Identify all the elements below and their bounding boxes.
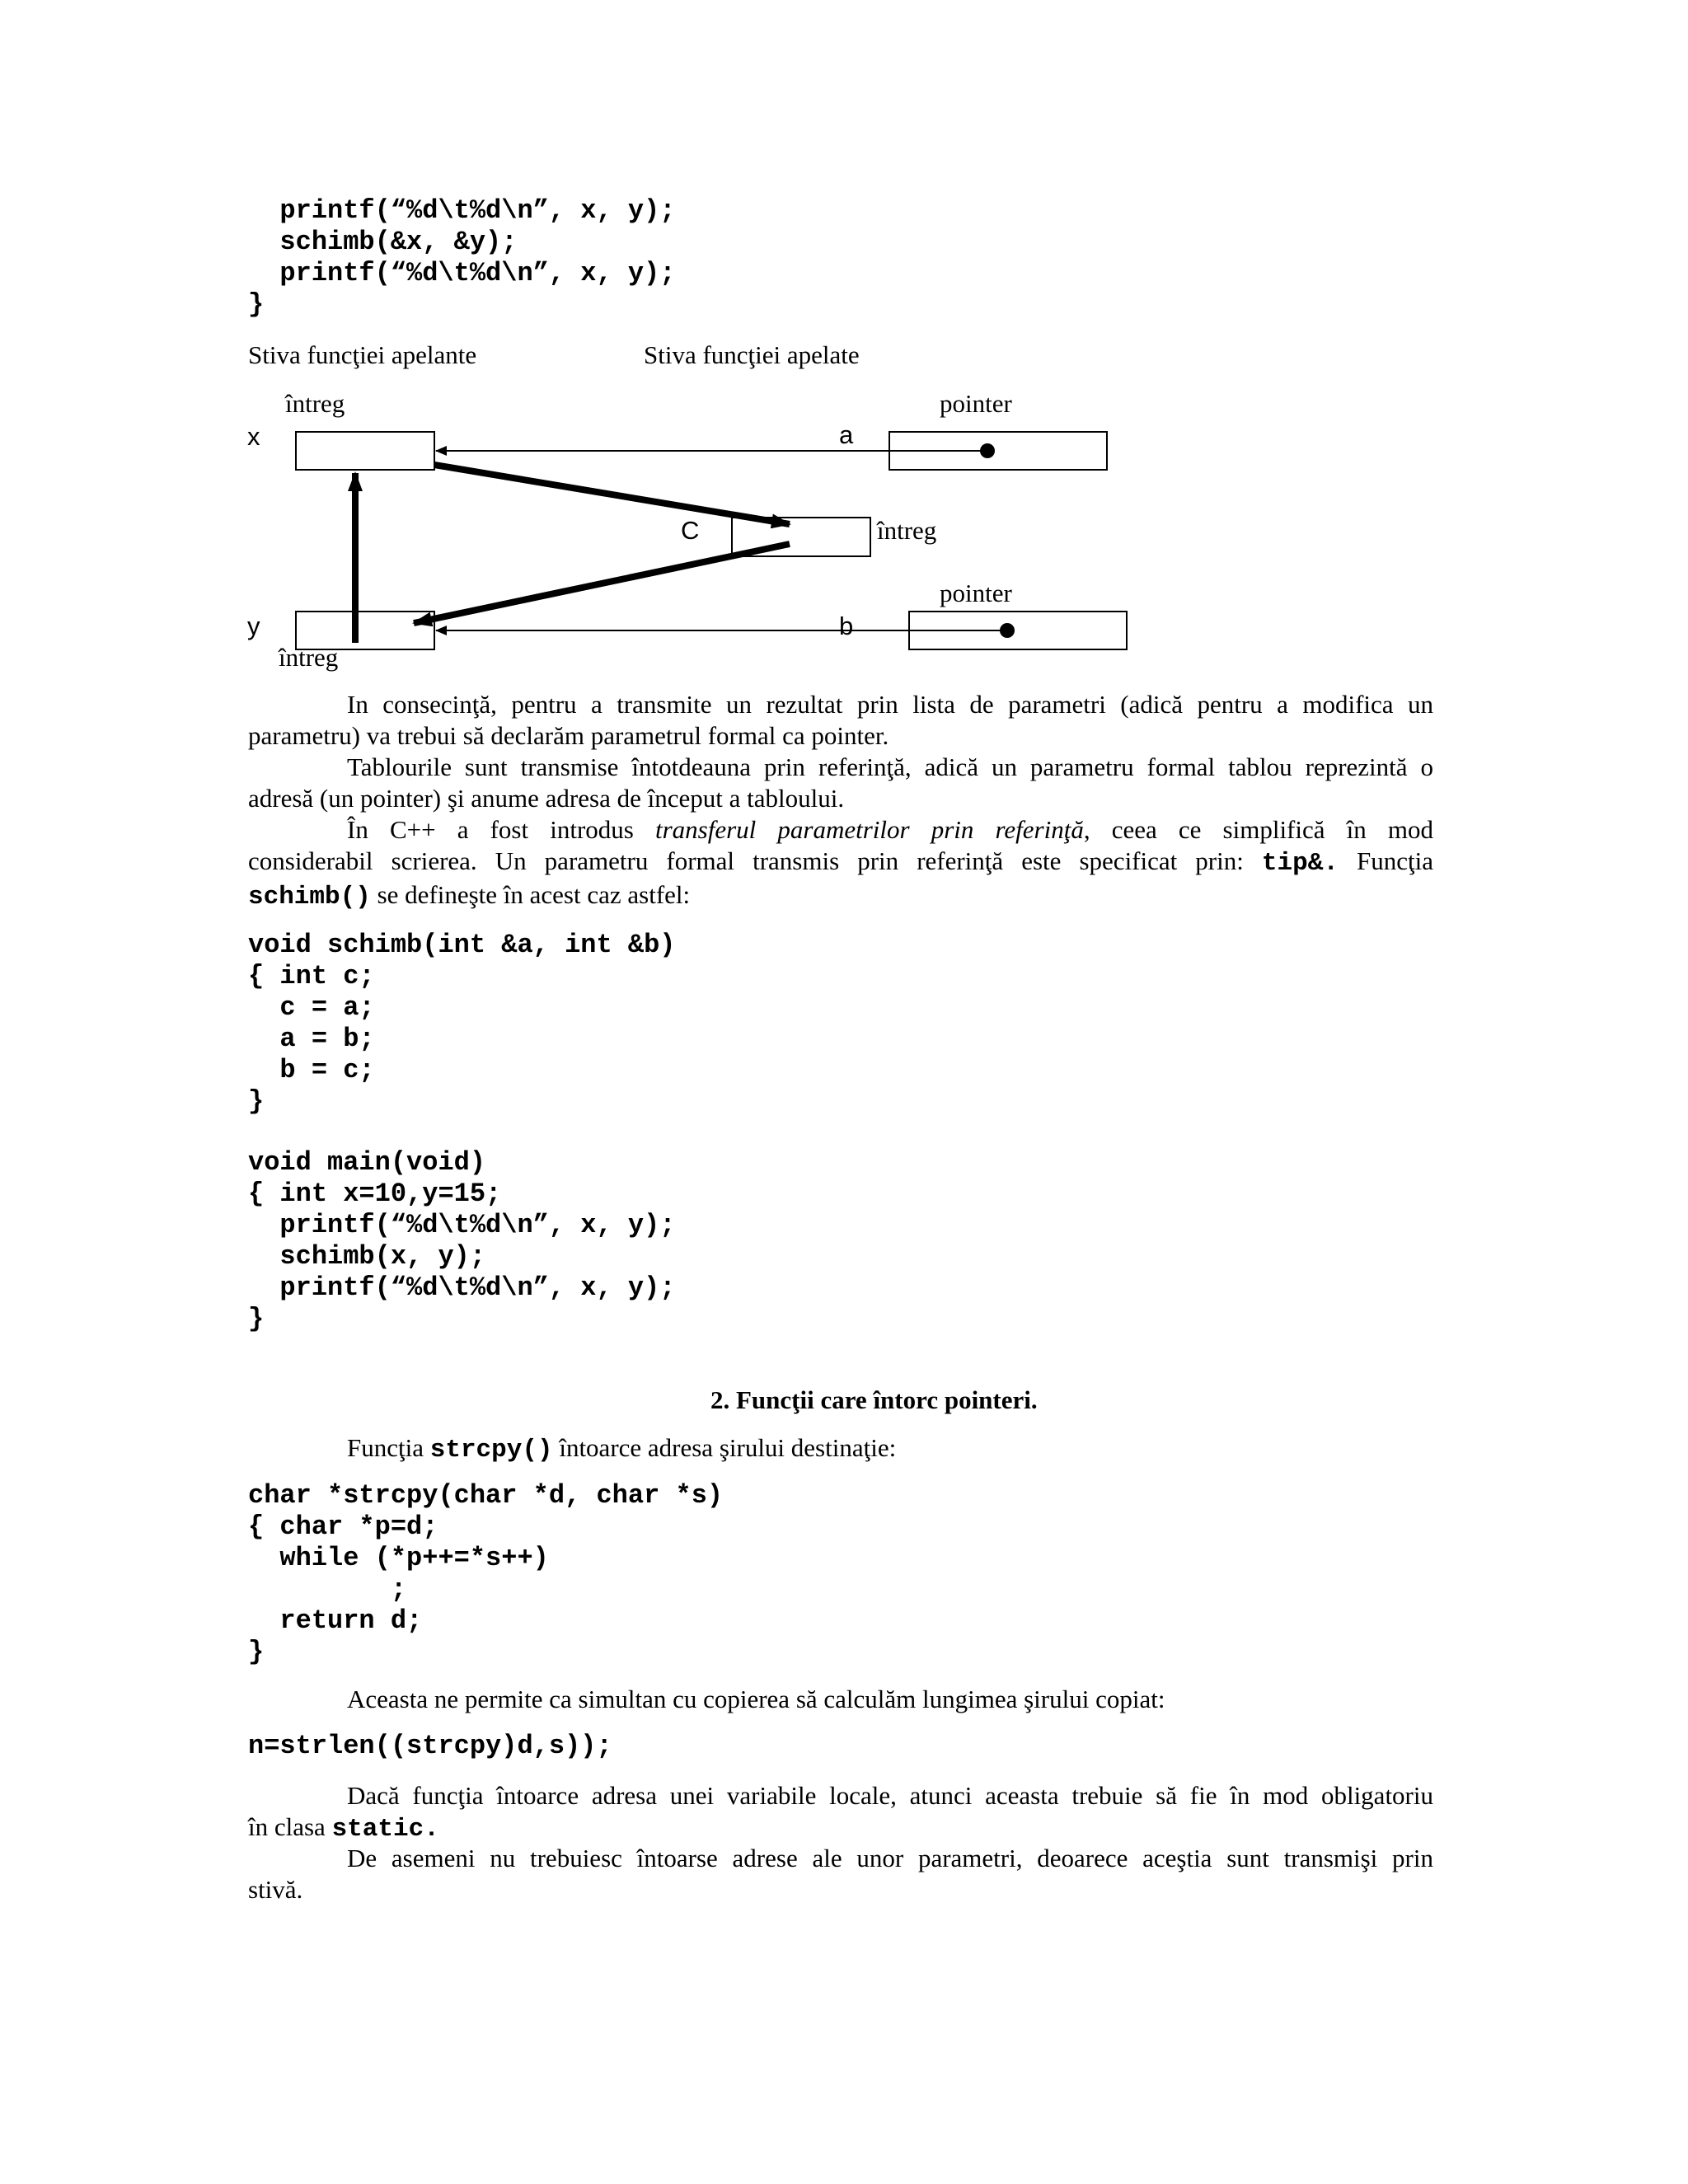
caption-calling-stack: Stiva funcţiei apelante: [248, 340, 477, 369]
label-b: b: [839, 612, 854, 640]
inline-code-strcpy: strcpy(): [429, 1436, 553, 1465]
paragraph-referinta-text-d: Funcţia: [1338, 846, 1433, 875]
paragraph-consecinta: [248, 689, 1433, 752]
label-pointer-b: pointer: [940, 579, 1012, 607]
paragraph-consecinta-line1: In consecinţă, pentru a transmite un rezultat prin lista de parametri (adică pentru a modifica un: [347, 690, 1433, 719]
code-block-main-call: printf(“%d\t%d\n”, x, y); schimb(&x, &y); printf(“%d\t%d\n”, x, y); }: [248, 195, 676, 320]
label-intreg-y: întreg: [279, 643, 339, 672]
label-intreg-x: întreg: [285, 389, 345, 418]
paragraph-strcpy-text-b: întoarce adresa şirului destinaţie:: [552, 1433, 897, 1462]
label-y: y: [247, 612, 260, 640]
paragraph-tablouri: [248, 752, 1433, 814]
paragraph-parametri-line2: stivă.: [248, 1875, 303, 1904]
caption-called-stack: Stiva funcţiei apelate: [644, 340, 860, 369]
paragraph-consecinta-line2: parametru) va trebui să declarăm parametrul formal ca pointer.: [248, 721, 889, 750]
inline-code-static: static.: [331, 1815, 439, 1844]
arrow-x-to-c: [434, 465, 790, 524]
label-intreg-c: întreg: [877, 516, 937, 545]
inline-code-schimb: schimb(): [248, 883, 371, 912]
emphasis-transfer-referinta: transferul parametrilor prin referinţă: [654, 815, 1084, 844]
box-x: [296, 432, 434, 470]
paragraph-referinta-text-a: În C++ a fost introdus: [347, 815, 655, 844]
paragraph-static-line1: Dacă funcţia întoarce adresa unei variabile locale, atunci aceasta trebuie să fie în mod obligatoriu: [347, 1781, 1433, 1810]
paragraph-strcpy-text-a: Funcţia: [347, 1433, 430, 1462]
paragraph-static-text: în clasa: [248, 1812, 332, 1841]
code-block-schimb-ref: void schimb(int &a, int &b) { int c; c = a; a = b; b = c; }: [248, 930, 676, 1117]
paragraph-tablouri-line1: Tablourile sunt transmise întotdeauna prin referinţă, adică un parametru formal tablou reprezintă o: [347, 752, 1433, 781]
label-pointer-a: pointer: [940, 389, 1012, 418]
paragraph-strcpy: [347, 1432, 896, 1466]
paragraph-referinta-text-c: considerabil scrierea. Un parametru formal transmis prin referinţă este specificat prin:: [248, 846, 1262, 875]
paragraph-parametri: [248, 1843, 1433, 1905]
code-block-main-ref: void main(void) { int x=10,y=15; printf(“%d\t%d\n”, x, y); schimb(x, y); printf(“%d\t%d\n”, x, y); }: [248, 1147, 676, 1334]
paragraph-tablouri-line2: adresă (un pointer) şi anume adresa de început a tabloului.: [248, 784, 845, 813]
section-heading: 2. Funcţii care întorc pointeri.: [710, 1385, 1038, 1414]
arrow-c-to-y: [414, 544, 790, 623]
paragraph-parametri-line1: De asemeni nu trebuiesc întoarse adrese ale unor parametri, deoarece aceştia sunt transmişi prin: [347, 1844, 1433, 1872]
paragraph-referinta-text-b: , ceea ce simplifică în mod: [1083, 815, 1433, 844]
label-x: x: [247, 422, 260, 451]
paragraph-referinta: [248, 814, 1433, 913]
paragraph-simultan: Aceasta ne permite ca simultan cu copierea să calculăm lungimea şirului copiat:: [347, 1685, 1165, 1713]
label-c: C: [681, 516, 700, 545]
code-line-strlen: n=strlen((strcpy)d,s));: [248, 1731, 612, 1761]
paragraph-static: [248, 1780, 1433, 1845]
label-a: a: [839, 420, 854, 449]
inline-code-tip-ref: tip&.: [1261, 849, 1339, 878]
code-block-strcpy: char *strcpy(char *d, char *s) { char *p=d; while (*p++=*s++) ; return d; }: [248, 1480, 724, 1667]
paragraph-referinta-text-e: se defineşte în acest caz astfel:: [370, 880, 691, 909]
